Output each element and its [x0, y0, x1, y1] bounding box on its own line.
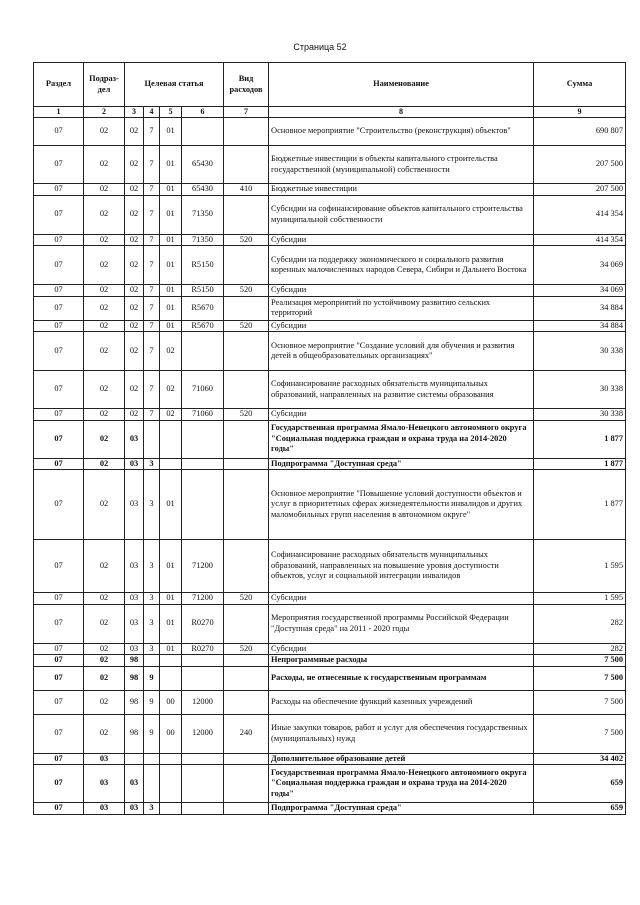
cell-target-1: 02	[125, 320, 144, 332]
cell-name: Основное мероприятие "Повышение условий доступности объектов и услуг в приоритетных сферах жизнедеятельности инвалидов и других маломобильных групп населения в автономном округе"	[269, 470, 534, 540]
table-row	[34, 118, 626, 146]
cell-target-2: 7	[144, 296, 160, 320]
table-row	[34, 643, 626, 655]
cell-target-2: 7	[144, 409, 160, 421]
cell-name: Бюджетные инвестиции в объекты капитального строительства государственной (муниципальной) собственности	[269, 146, 534, 184]
cell-target-4	[182, 332, 224, 371]
cell-target-1: 98	[125, 714, 144, 753]
cell-target-3: 01	[160, 285, 182, 297]
cell-vid	[224, 765, 269, 803]
cell-podrazdel: 02	[84, 458, 125, 470]
cell-razdel: 07	[34, 714, 84, 753]
cell-target-4: R5150	[182, 246, 224, 285]
table-row	[34, 332, 626, 371]
cell-podrazdel: 02	[84, 320, 125, 332]
cell-target-3	[160, 420, 182, 458]
cell-target-1: 03	[125, 470, 144, 540]
cell-razdel: 07	[34, 146, 84, 184]
cell-target-3: 01	[160, 234, 182, 246]
cell-target-3	[160, 753, 182, 765]
cell-target-3: 01	[160, 604, 182, 643]
cell-vid	[224, 803, 269, 815]
cell-target-1: 03	[125, 643, 144, 655]
cell-sum: 30 338	[534, 409, 626, 421]
cell-razdel: 07	[34, 409, 84, 421]
cell-razdel: 07	[34, 604, 84, 643]
cell-razdel: 07	[34, 118, 84, 146]
cell-target-1: 98	[125, 690, 144, 714]
cell-razdel: 07	[34, 420, 84, 458]
cell-vid: 520	[224, 409, 269, 421]
table-row	[34, 690, 626, 714]
cell-target-1: 98	[125, 655, 144, 667]
cell-podrazdel: 02	[84, 285, 125, 297]
cell-target-4: R5670	[182, 296, 224, 320]
table-row	[34, 604, 626, 643]
cell-sum: 34 884	[534, 320, 626, 332]
cell-razdel: 07	[34, 371, 84, 409]
table-row	[34, 540, 626, 593]
cell-razdel: 07	[34, 765, 84, 803]
cell-name: Субсидии	[269, 643, 534, 655]
cell-vid: 520	[224, 320, 269, 332]
cell-sum: 34 884	[534, 296, 626, 320]
cell-target-4: 71060	[182, 371, 224, 409]
cell-vid: 410	[224, 184, 269, 196]
cell-sum: 7 500	[534, 666, 626, 690]
col-number: 4	[144, 107, 160, 118]
cell-target-3: 01	[160, 146, 182, 184]
cell-vid	[224, 118, 269, 146]
cell-sum: 1 877	[534, 470, 626, 540]
cell-podrazdel: 02	[84, 146, 125, 184]
cell-target-3: 00	[160, 714, 182, 753]
table-row	[34, 470, 626, 540]
cell-podrazdel: 02	[84, 118, 125, 146]
cell-target-4: 65430	[182, 184, 224, 196]
table-row	[34, 246, 626, 285]
cell-name: Субсидии	[269, 234, 534, 246]
col-number: 8	[269, 107, 534, 118]
cell-target-2	[144, 753, 160, 765]
cell-target-3	[160, 655, 182, 667]
cell-podrazdel: 02	[84, 420, 125, 458]
cell-name: Субсидии на софинансирование объектов капитального строительства муниципальной собственности	[269, 195, 534, 234]
header-name: Наименование	[269, 63, 534, 107]
col-number: 5	[160, 107, 182, 118]
cell-sum: 659	[534, 803, 626, 815]
cell-sum: 30 338	[534, 332, 626, 371]
cell-target-2: 3	[144, 643, 160, 655]
header-vid: Вид расходов	[224, 63, 269, 107]
col-number: 7	[224, 107, 269, 118]
header-target: Целевая статья	[125, 63, 224, 107]
cell-podrazdel: 02	[84, 470, 125, 540]
cell-name: Мероприятия государственной программы Российской Федерации "Доступная среда" на 2011 - 2020 годы	[269, 604, 534, 643]
cell-podrazdel: 02	[84, 714, 125, 753]
cell-target-2: 3	[144, 470, 160, 540]
cell-target-1: 02	[125, 332, 144, 371]
cell-sum: 207 500	[534, 184, 626, 196]
cell-name: Основное мероприятие "Строительство (реконструкция) объектов"	[269, 118, 534, 146]
cell-target-3: 00	[160, 690, 182, 714]
cell-target-3: 02	[160, 409, 182, 421]
cell-target-4: 71350	[182, 234, 224, 246]
header-sum: Сумма	[534, 63, 626, 107]
cell-name: Подпрограмма "Доступная среда"	[269, 458, 534, 470]
cell-target-1	[125, 753, 144, 765]
cell-target-4: 71200	[182, 540, 224, 593]
cell-target-2: 3	[144, 803, 160, 815]
cell-target-3	[160, 666, 182, 690]
cell-target-4: 65430	[182, 146, 224, 184]
cell-podrazdel: 02	[84, 296, 125, 320]
cell-razdel: 07	[34, 332, 84, 371]
cell-target-3: 01	[160, 470, 182, 540]
cell-target-3: 01	[160, 195, 182, 234]
cell-name: Реализация мероприятий по устойчивому развитию сельских территорий	[269, 296, 534, 320]
cell-target-3	[160, 765, 182, 803]
cell-target-3: 01	[160, 246, 182, 285]
cell-target-2: 7	[144, 146, 160, 184]
cell-name: Субсидии	[269, 409, 534, 421]
table-row	[34, 409, 626, 421]
cell-podrazdel: 02	[84, 540, 125, 593]
cell-podrazdel: 02	[84, 604, 125, 643]
cell-name: Непрограммные расходы	[269, 655, 534, 667]
cell-vid: 520	[224, 593, 269, 605]
cell-sum: 30 338	[534, 371, 626, 409]
cell-vid	[224, 604, 269, 643]
cell-podrazdel: 02	[84, 643, 125, 655]
cell-razdel: 07	[34, 184, 84, 196]
cell-sum: 1 595	[534, 593, 626, 605]
cell-target-2: 7	[144, 285, 160, 297]
cell-target-4: R0270	[182, 643, 224, 655]
cell-target-4	[182, 458, 224, 470]
cell-target-3: 01	[160, 593, 182, 605]
cell-vid: 520	[224, 643, 269, 655]
cell-razdel: 07	[34, 195, 84, 234]
cell-name: Государственная программа Ямало-Ненецкого автономного округа "Социальная поддержка граждан и охрана труда на 2014-2020 годы"	[269, 420, 534, 458]
cell-podrazdel: 03	[84, 803, 125, 815]
cell-target-2: 3	[144, 604, 160, 643]
column-numbers-row	[34, 107, 626, 118]
table-row	[34, 285, 626, 297]
cell-name: Расходы на обеспечение функций казенных учреждений	[269, 690, 534, 714]
cell-target-1: 03	[125, 765, 144, 803]
cell-vid	[224, 458, 269, 470]
cell-name: Дополнительное образование детей	[269, 753, 534, 765]
cell-razdel: 07	[34, 643, 84, 655]
cell-target-4: 71350	[182, 195, 224, 234]
cell-sum: 7 500	[534, 714, 626, 753]
cell-target-1: 03	[125, 593, 144, 605]
cell-target-2: 3	[144, 593, 160, 605]
cell-target-4	[182, 655, 224, 667]
table-row	[34, 753, 626, 765]
cell-name: Основное мероприятие "Создание условий для обучения и развития детей в общеобразовательных организациях"	[269, 332, 534, 371]
cell-sum: 659	[534, 765, 626, 803]
cell-razdel: 07	[34, 285, 84, 297]
cell-target-4	[182, 420, 224, 458]
cell-target-2: 7	[144, 246, 160, 285]
table-row	[34, 803, 626, 815]
cell-podrazdel: 02	[84, 409, 125, 421]
cell-target-2: 7	[144, 184, 160, 196]
cell-target-2: 7	[144, 320, 160, 332]
cell-vid	[224, 753, 269, 765]
cell-sum: 282	[534, 604, 626, 643]
cell-name: Субсидии	[269, 285, 534, 297]
cell-target-4	[182, 753, 224, 765]
cell-target-4: 71060	[182, 409, 224, 421]
cell-razdel: 07	[34, 234, 84, 246]
cell-target-1: 02	[125, 296, 144, 320]
table-row	[34, 184, 626, 196]
cell-target-4: 12000	[182, 690, 224, 714]
cell-sum: 1 877	[534, 458, 626, 470]
table-row	[34, 420, 626, 458]
cell-razdel: 07	[34, 246, 84, 285]
table-row	[34, 458, 626, 470]
cell-podrazdel: 02	[84, 332, 125, 371]
budget-table	[33, 62, 626, 815]
cell-vid	[224, 655, 269, 667]
cell-vid: 520	[224, 234, 269, 246]
cell-target-3: 01	[160, 118, 182, 146]
cell-name: Государственная программа Ямало-Ненецкого автономного округа "Социальная поддержка граждан и охрана труда на 2014-2020 годы"	[269, 765, 534, 803]
cell-sum: 1 595	[534, 540, 626, 593]
table-row	[34, 666, 626, 690]
cell-vid	[224, 470, 269, 540]
cell-target-1: 02	[125, 371, 144, 409]
table-row	[34, 655, 626, 667]
cell-target-2: 7	[144, 234, 160, 246]
cell-target-1: 03	[125, 458, 144, 470]
cell-sum: 282	[534, 643, 626, 655]
cell-vid	[224, 420, 269, 458]
cell-razdel: 07	[34, 540, 84, 593]
table-row	[34, 234, 626, 246]
cell-vid: 520	[224, 285, 269, 297]
cell-target-2: 3	[144, 458, 160, 470]
cell-target-1: 02	[125, 184, 144, 196]
cell-razdel: 07	[34, 690, 84, 714]
table-row	[34, 765, 626, 803]
cell-target-3: 02	[160, 332, 182, 371]
cell-target-4	[182, 666, 224, 690]
cell-target-3: 01	[160, 320, 182, 332]
cell-target-1: 02	[125, 118, 144, 146]
cell-target-1: 02	[125, 195, 144, 234]
cell-sum: 1 877	[534, 420, 626, 458]
cell-razdel: 07	[34, 296, 84, 320]
cell-podrazdel: 02	[84, 246, 125, 285]
cell-name: Бюджетные инвестиции	[269, 184, 534, 196]
cell-target-2: 7	[144, 195, 160, 234]
cell-podrazdel: 02	[84, 195, 125, 234]
cell-podrazdel: 02	[84, 234, 125, 246]
cell-vid	[224, 690, 269, 714]
cell-sum: 7 500	[534, 655, 626, 667]
cell-target-2	[144, 765, 160, 803]
cell-vid	[224, 296, 269, 320]
cell-target-4: R5670	[182, 320, 224, 332]
cell-razdel: 07	[34, 753, 84, 765]
cell-target-3: 01	[160, 296, 182, 320]
cell-name: Субсидии	[269, 320, 534, 332]
cell-target-2: 9	[144, 714, 160, 753]
cell-name: Расходы, не отнесенные к государственным программам	[269, 666, 534, 690]
table-row	[34, 320, 626, 332]
cell-target-2	[144, 420, 160, 458]
cell-target-2: 3	[144, 540, 160, 593]
cell-target-1: 03	[125, 420, 144, 458]
cell-vid: 240	[224, 714, 269, 753]
cell-podrazdel: 02	[84, 690, 125, 714]
cell-razdel: 07	[34, 470, 84, 540]
cell-vid	[224, 146, 269, 184]
cell-target-1: 03	[125, 604, 144, 643]
cell-target-3: 01	[160, 540, 182, 593]
cell-target-1: 02	[125, 246, 144, 285]
cell-target-2: 7	[144, 118, 160, 146]
cell-podrazdel: 03	[84, 753, 125, 765]
cell-sum: 207 500	[534, 146, 626, 184]
cell-podrazdel: 02	[84, 655, 125, 667]
cell-vid	[224, 246, 269, 285]
cell-razdel: 07	[34, 666, 84, 690]
cell-target-1: 02	[125, 146, 144, 184]
page-label: Страница 52	[293, 42, 347, 52]
table-row	[34, 371, 626, 409]
cell-podrazdel: 02	[84, 184, 125, 196]
table-body	[34, 118, 626, 815]
col-number: 2	[84, 107, 125, 118]
cell-target-1: 02	[125, 285, 144, 297]
cell-sum: 690 807	[534, 118, 626, 146]
cell-sum: 34 069	[534, 246, 626, 285]
cell-podrazdel: 03	[84, 765, 125, 803]
table-row	[34, 195, 626, 234]
cell-name: Софинансирование расходных обязательств муниципальных образований, направленных на развитие системы образования	[269, 371, 534, 409]
cell-razdel: 07	[34, 655, 84, 667]
cell-target-4	[182, 470, 224, 540]
cell-podrazdel: 02	[84, 593, 125, 605]
cell-target-3	[160, 803, 182, 815]
col-number: 6	[182, 107, 224, 118]
cell-target-4	[182, 765, 224, 803]
col-number: 9	[534, 107, 626, 118]
col-number: 1	[34, 107, 84, 118]
cell-target-4	[182, 803, 224, 815]
cell-name: Софинансирование расходных обязательств муниципальных образований, направленных на повышение уровня доступности объектов, услуг и социальной интеграции инвалидов	[269, 540, 534, 593]
table-row	[34, 146, 626, 184]
table-row	[34, 296, 626, 320]
cell-target-4	[182, 118, 224, 146]
col-number: 3	[125, 107, 144, 118]
cell-target-3: 01	[160, 643, 182, 655]
cell-target-1: 03	[125, 803, 144, 815]
cell-target-1: 02	[125, 409, 144, 421]
cell-sum: 34 069	[534, 285, 626, 297]
cell-vid	[224, 666, 269, 690]
cell-sum: 34 402	[534, 753, 626, 765]
cell-name: Подпрограмма "Доступная среда"	[269, 803, 534, 815]
cell-vid	[224, 371, 269, 409]
cell-target-2: 9	[144, 690, 160, 714]
cell-sum: 414 354	[534, 195, 626, 234]
cell-target-2: 9	[144, 666, 160, 690]
cell-vid	[224, 195, 269, 234]
cell-target-2	[144, 655, 160, 667]
header-podrazdel: Подраз-дел	[84, 63, 125, 107]
cell-target-4: R5150	[182, 285, 224, 297]
cell-podrazdel: 02	[84, 666, 125, 690]
cell-vid	[224, 332, 269, 371]
cell-razdel: 07	[34, 593, 84, 605]
cell-razdel: 07	[34, 320, 84, 332]
cell-target-3: 01	[160, 184, 182, 196]
cell-target-3	[160, 458, 182, 470]
cell-name: Субсидии	[269, 593, 534, 605]
cell-razdel: 07	[34, 803, 84, 815]
cell-target-4: 71200	[182, 593, 224, 605]
cell-sum: 414 354	[534, 234, 626, 246]
cell-target-2: 7	[144, 371, 160, 409]
cell-target-4: R0270	[182, 604, 224, 643]
header-razdel: Раздел	[34, 63, 84, 107]
cell-target-2: 7	[144, 332, 160, 371]
cell-target-4: 12000	[182, 714, 224, 753]
cell-target-1: 98	[125, 666, 144, 690]
cell-razdel: 07	[34, 458, 84, 470]
cell-vid	[224, 540, 269, 593]
cell-target-3: 02	[160, 371, 182, 409]
cell-sum: 7 500	[534, 690, 626, 714]
table-row	[34, 714, 626, 753]
cell-name: Иные закупки товаров, работ и услуг для обеспечения государственных (муниципальных) нужд	[269, 714, 534, 753]
cell-podrazdel: 02	[84, 371, 125, 409]
cell-target-1: 02	[125, 234, 144, 246]
cell-target-1: 03	[125, 540, 144, 593]
cell-name: Субсидии на поддержку экономического и социального развития коренных малочисленных народов Севера, Сибири и Дальнего Востока	[269, 246, 534, 285]
table-row	[34, 593, 626, 605]
